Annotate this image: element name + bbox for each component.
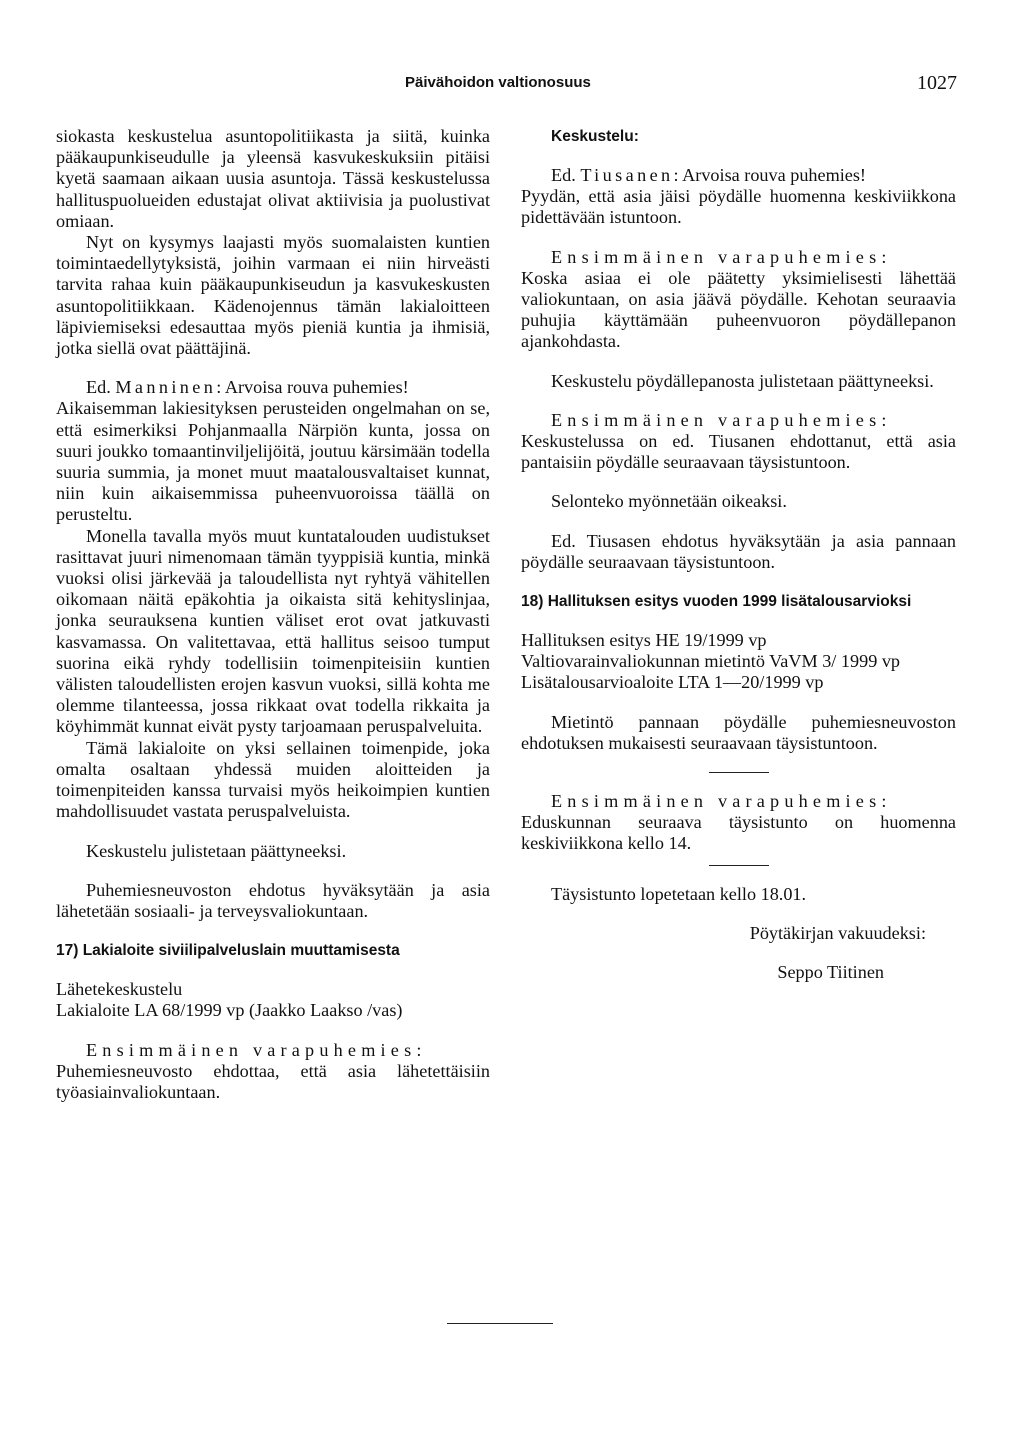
speaker-prefix: Ed. xyxy=(86,377,116,398)
paragraph: Eduskunnan seuraava täysistunto on huomenna keskiviikkona kello 14. xyxy=(521,812,956,854)
running-header xyxy=(0,74,1024,98)
speaker-text: : Arvoisa rouva puhemies! xyxy=(673,165,866,185)
reference-line: Lähetekeskustelu xyxy=(56,979,183,1000)
right-column xyxy=(521,126,956,983)
paragraph: Monella tavalla myös muut kuntatalouden uudistukset rasittavat juuri nimenomaan tämän tyyppisiä kuntia, minkä vuoksi olisi järkevää ja taloudellista nyt ryhtyä vähitellen oikomaan näitä epäkohtia ja oikaista sitä kehityslinjaa, jonka seurauksena kuntien väliset erot ovat jatkuvasti kasvamassa. On valitettavaa, että hallitus seisoo tumput suorina eikä ryhdy todellisiin toimenpiteisiin kuntien välisten taloudellisten erojen kasvun vuoksi, sillä kohta me olemme tilanteessa, jossa rikkaat ovat todella rikkaita ja köyhimmät kunnat eivät pysty tarjoamaan peruspalveluita. xyxy=(56,525,490,737)
paragraph: Ed. Tiusasen ehdotus hyväksytään ja asia pannaan pöydälle seuraavaan täysistuntoon. xyxy=(521,530,956,572)
paragraph: Keskustelussa on ed. Tiusanen ehdottanut, että asia pantaisiin pöydälle seuraavaan täysistuntoon. xyxy=(521,431,956,473)
paragraph: Keskustelu pöydällepanosta julistetaan päättyneeksi. xyxy=(551,370,934,391)
speaker-name: Manninen xyxy=(115,377,217,398)
speaker-name: Tiusanen xyxy=(580,165,674,185)
paragraph: Nyt on kysymys laajasti myös suomalaisten kuntien toimintaedellytyksistä, joihin varmaan ei niin hirveästi tarvita rahaa kuin pääkaupunkiseudun ja kasvukeskusten asuntopolitiikkaan. Kädenojennus tämän lakialoitteen läpiviemiseksi edesauttaa myös pieniä kuntia ja ihmisiä, jotka siellä ovat päättäjinä. xyxy=(56,232,490,359)
speaker-role: Ensimmäinen varapuhemies: xyxy=(551,246,892,267)
paragraph: Puhemiesneuvosto ehdottaa, että asia lähetettäisiin työasiainvaliokuntaan. xyxy=(56,1060,490,1102)
speaker-text: : Arvoisa rouva puhemies! xyxy=(216,377,409,398)
left-column xyxy=(56,126,490,1103)
running-title: Päivähoidon valtionosuus xyxy=(405,74,591,91)
speaker-prefix: Ed. xyxy=(551,165,581,185)
speaker-line xyxy=(56,377,490,398)
reference-line: Lakialoite LA 68/1999 vp (Jaakko Laakso /vas) xyxy=(56,1000,403,1021)
page-number: 1027 xyxy=(917,72,957,94)
signature-name: Seppo Tiitinen xyxy=(777,962,884,983)
paragraph: Selonteko myönnetään oikeaksi. xyxy=(551,491,787,512)
paragraph: Koska asiaa ei ole päätetty yksimielisesti lähettää valiokuntaan, on asia jäävä pöydälle. Kehotan seuraavia puhujia käyttämään puheenvuoron pöydällepanon ajankohdasta. xyxy=(521,267,956,352)
reference-line: Valtiovarainvaliokunnan mietintö VaVM 3/ 1999 vp xyxy=(521,651,901,672)
paragraph: Aikaisemman lakiesityksen perusteiden ongelmahan on se, että esimerkiksi Pohjanmaalla Närpiön kunta, jossa on suuri joukko tomaantinviljelijöitä, joutuu kärsimään todella suuria summia, ja monet muut maatalousvaltaiset kunnat, niin kuin aikaisemmissa puheenvuoroissa täällä on perusteltu. xyxy=(56,398,490,525)
section-heading-18: 18) Hallituksen esitys vuoden 1999 lisätalousarvioksi xyxy=(521,593,912,611)
section-heading-17: 17) Lakialoite siviilipalveluslain muuttamisesta xyxy=(56,942,400,960)
signature-label: Pöytäkirjan vakuudeksi: xyxy=(749,922,926,943)
page-end-rule xyxy=(447,1323,553,1324)
paragraph: Mietintö pannaan pöydälle puhemiesneuvoston ehdotuksen mukaisesti seuraavaan täysistuntoon. xyxy=(521,711,956,753)
discussion-label: Keskustelu: xyxy=(551,128,639,145)
speaker-role: Ensimmäinen varapuhemies: xyxy=(551,409,892,430)
speaker-role: Ensimmäinen varapuhemies: xyxy=(551,791,892,812)
paragraph: Puhemiesneuvoston ehdotus hyväksytään ja asia lähetetään sosiaali- ja terveysvaliokuntaan. xyxy=(56,879,490,921)
speaker-line xyxy=(521,165,956,186)
paragraph: Pyydän, että asia jäisi pöydälle huomenna keskiviikkona pidettävään istuntoon. xyxy=(521,186,956,228)
paragraph: Tämä lakialoite on yksi sellainen toimenpide, joka omalta osaltaan yhdessä muiden aloitteiden ja toimenpiteiden kanssa turvaisi myös heikoimpien kuntien mahdollisuudet vastata peruspalveluista. xyxy=(56,737,490,822)
paragraph: siokasta keskustelua asuntopolitiikasta ja siitä, kuinka pääkaupunkiseudulle ja yleensä kasvukeskuksiin pitäisi kyetä saamaan aikaan uusia asuntoja. Tässä keskustelussa hallituspuolueiden edustajat olivat aktiivisia ja puolustivat omiaan. xyxy=(56,126,490,231)
speaker-role: Ensimmäinen varapuhemies: xyxy=(86,1039,427,1060)
closing-line: Täysistunto lopetetaan kello 18.01. xyxy=(551,883,807,904)
reference-line: Hallituksen esitys HE 19/1999 vp xyxy=(521,630,767,651)
reference-line: Lisätalousarvioaloite LTA 1—20/1999 vp xyxy=(521,672,824,693)
paragraph: Keskustelu julistetaan päättyneeksi. xyxy=(86,840,347,861)
